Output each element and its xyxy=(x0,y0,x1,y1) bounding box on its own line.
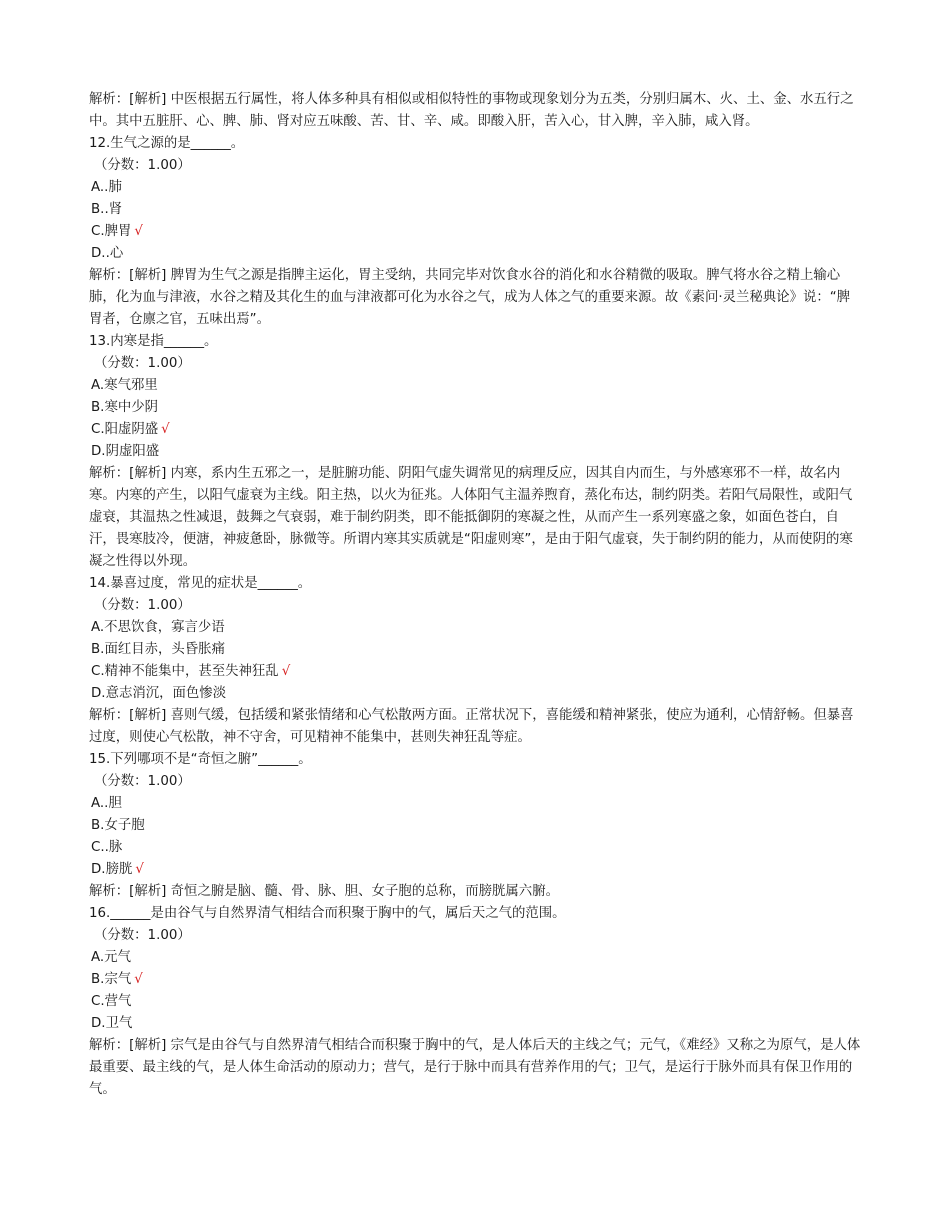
question-stem: 13.内寒是指______。 xyxy=(89,334,218,349)
question-score: （分数：1.00） xyxy=(94,598,191,613)
question-stem: 14.暴喜过度，常见的症状是______。 xyxy=(89,576,312,591)
option-b xyxy=(89,199,861,221)
option-label: C.精神不能集中，甚至失神狂乱 xyxy=(91,664,279,679)
option-a xyxy=(89,793,861,815)
option-label: A..胆 xyxy=(91,796,122,811)
correct-check-icon: √ xyxy=(134,972,143,987)
option-label: C..脉 xyxy=(91,840,123,855)
correct-check-icon: √ xyxy=(134,224,143,239)
option-c-correct xyxy=(89,419,861,441)
option-label: B.宗气 xyxy=(91,972,132,987)
correct-check-icon: √ xyxy=(161,422,170,437)
question-stem: 16.______是由谷气与自然界清气相结合而积聚于胸中的气，属后天之气的范围。 xyxy=(89,906,566,921)
option-label: C.营气 xyxy=(91,994,132,1009)
option-c-correct xyxy=(89,661,861,683)
option-label: A.元气 xyxy=(91,950,131,965)
option-label: D.阴虚阳盛 xyxy=(91,444,160,459)
question-15 xyxy=(89,749,861,903)
option-label: D.意志消沉，面色惨淡 xyxy=(91,686,227,701)
option-label: C.阳虚阴盛 xyxy=(91,422,159,437)
question-14 xyxy=(89,573,861,749)
question-score: （分数：1.00） xyxy=(94,774,191,789)
answer-analysis: 解析：[解析] 奇恒之腑是脑、髓、骨、脉、胆、女子胞的总称，而膀胱属六腑。 xyxy=(89,884,559,899)
option-label: B.寒中少阴 xyxy=(91,400,159,415)
option-b-correct xyxy=(89,969,861,991)
option-d xyxy=(89,1013,861,1035)
option-label: A.寒气邪里 xyxy=(91,378,158,393)
option-b xyxy=(89,815,861,837)
option-d-correct xyxy=(89,859,861,881)
answer-analysis: 解析：[解析] 脾胃为生气之源是指脾主运化，胃主受纳，共同完毕对饮食水谷的消化和水谷精微的吸取。脾气将水谷之精上输心肺，化为血与津液，水谷之精及其化生的血与津液都可化为水谷之气，成为人体之气的重要来源。故《素问·灵兰秘典论》说：“脾胃者，仓廪之官，五味出焉”。 xyxy=(89,268,851,327)
option-a xyxy=(89,375,861,397)
correct-check-icon: √ xyxy=(135,862,144,877)
answer-analysis: 解析：[解析] 宗气是由谷气与自然界清气相结合而积聚于胸中的气，是人体后天的主线之气；元气，《难经》又称之为原气，是人体最重要、最主线的气，是人体生命活动的原动力；营气，是行于脉中而具有营养作用的气；卫气，是运行于脉外而具有保卫作用的气。 xyxy=(89,1038,861,1097)
option-label: C.脾胃 xyxy=(91,224,132,239)
question-score: （分数：1.00） xyxy=(94,928,191,943)
option-label: A.不思饮食，寡言少语 xyxy=(91,620,225,635)
question-13 xyxy=(89,331,861,573)
option-b xyxy=(89,397,861,419)
option-d xyxy=(89,441,861,463)
option-a xyxy=(89,177,861,199)
option-b xyxy=(89,639,861,661)
option-d xyxy=(89,683,861,705)
previous-answer-analysis: 解析：[解析] 中医根据五行属性，将人体多种具有相似或相似特性的事物或现象划分为五类，分别归属木、火、土、金、水五行之中。其中五脏肝、心、脾、肺、肾对应五味酸、苦、甘、辛、咸。即酸入肝，苦入心，甘入脾，辛入肺，咸入肾。 xyxy=(89,92,854,129)
option-label: A..肺 xyxy=(91,180,122,195)
option-label: B..肾 xyxy=(91,202,123,217)
option-label: B.女子胞 xyxy=(91,818,145,833)
answer-analysis: 解析：[解析] 喜则气缓，包括缓和紧张情绪和心气松散两方面。正常状况下，喜能缓和精神紧张，使应为通利，心情舒畅。但暴喜过度，则使心气松散，神不守舍，可见精神不能集中，甚则失神狂乱等症。 xyxy=(89,708,854,745)
option-c xyxy=(89,991,861,1013)
option-label: B.面红目赤，头昏胀痛 xyxy=(91,642,225,657)
option-d xyxy=(89,243,861,265)
question-score: （分数：1.00） xyxy=(94,158,191,173)
document-page xyxy=(89,89,861,1101)
question-stem: 15.下列哪项不是“奇恒之腑”______。 xyxy=(89,752,312,767)
option-label: D.卫气 xyxy=(91,1016,133,1031)
question-score: （分数：1.00） xyxy=(94,356,191,371)
option-label: D.膀胱 xyxy=(91,862,133,877)
option-a xyxy=(89,947,861,969)
option-c xyxy=(89,837,861,859)
correct-check-icon: √ xyxy=(281,664,291,679)
option-label: D..心 xyxy=(91,246,124,261)
option-a xyxy=(89,617,861,639)
option-c-correct xyxy=(89,221,861,243)
question-stem: 12.生气之源的是______。 xyxy=(89,136,245,151)
question-16 xyxy=(89,903,861,1101)
question-12 xyxy=(89,133,861,331)
answer-analysis: 解析：[解析] 内寒，系内生五邪之一，是脏腑功能、阴阳气虚失调常见的病理反应，因其自内而生，与外感寒邪不一样，故名内寒。内寒的产生，以阳气虚衰为主线。阳主热，以火为征兆。人体阳气主温养煦育，蒸化布达，制约阴类。若阳气局限性，或阳气虚衰，其温热之性减退，鼓舞之气衰弱，难于制约阴类，即不能抵御阴的寒凝之性，从而产生一系列寒盛之象，如面色苍白，自汗，畏寒肢冷，便溏，神疲惫卧，脉微等。所谓内寒其实质就是“阳虚则寒”，是由于阳气虚衰，失于制约阴的能力，从而使阴的寒凝之性得以外现。 xyxy=(89,466,853,569)
